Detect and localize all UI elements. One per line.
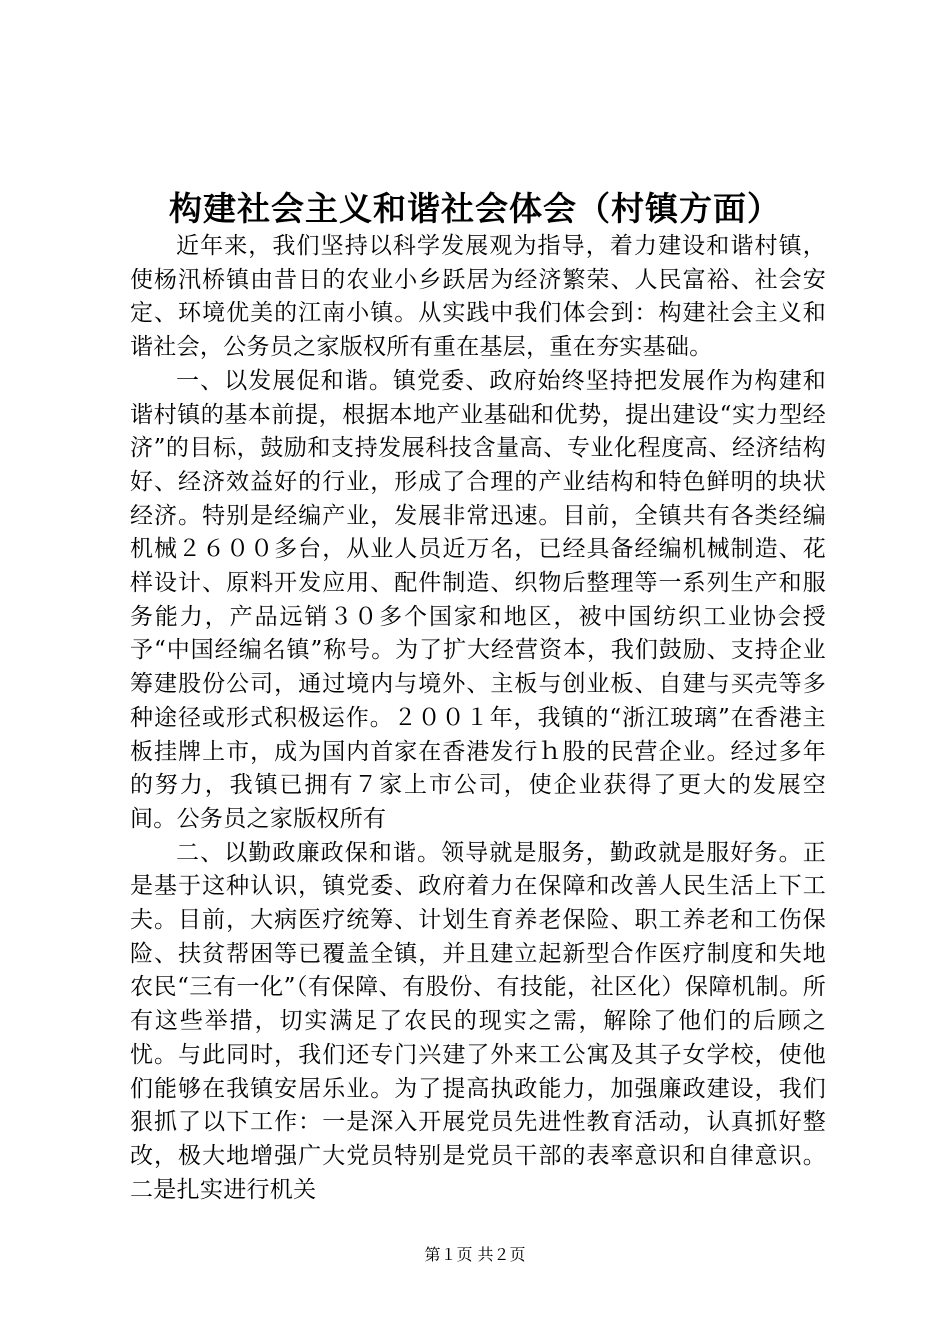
page-number-footer: 第１页 共２页 [424,1245,526,1264]
paragraph-development: 一、以发展促和谐。镇党委、政府始终坚持把发展作为构建和谐村镇的基本前提，根据本地产业基础和优势，提出建设“实力型经济”的目标，鼓励和支持发展科技含量高、专业化程度高、经济结构好、经济效益好的行业，形成了合理的产业结构和特色鲜明的块状经济。特别是经编产业，发展非常迅速。目前，全镇共有各类经编机械２６００多台，从业人员近万名，已经具备经编机械制造、花样设计、原料开发应用、配件制造、织物后整理等一系列生产和服务能力，产品远销３０多个国家和地区，被中国纺织工业协会授予“中国经编名镇”称号。为了扩大经营资本，我们鼓励、支持企业筹建股份公司，通过境内与境外、主板与创业板、自建与买壳等多种途径或形式积极运作。２００１年，我镇的“浙江玻璃”在香港主板挂牌上市，成为国内首家在香港发行ｈ股的民营企业。经过多年的努力，我镇已拥有７家上市公司，使企业获得了更大的发展空间。公务员之家版权所有 [130,367,826,832]
document-body [130,230,826,1207]
document-title: 构建社会主义和谐社会体会（村镇方面） [169,189,781,228]
paragraph-governance: 二、以勤政廉政保和谐。领导就是服务，勤政就是服好务。正是基于这种认识，镇党委、政府着力在保障和改善人民生活上下工夫。目前，大病医疗统筹、计划生育养老保险、职工养老和工伤保险、扶贫帮困等已覆盖全镇，并且建立起新型合作医疗制度和失地农民“三有一化”（有保障、有股份、有技能，社区化）保障机制。所有这些举措，切实满足了农民的现实之需，解除了他们的后顾之忧。与此同时，我们还专门兴建了外来工公寓及其子女学校，使他们能够在我镇安居乐业。为了提高执政能力，加强廉政建设，我们狠抓了以下工作：一是深入开展党员先进性教育活动，认真抓好整改，极大地增强广大党员特别是党员干部的表率意识和自律意识。二是扎实进行机关 [130,839,826,1203]
paragraph-intro: 近年来，我们坚持以科学发展观为指导，着力建设和谐村镇，使杨汛桥镇由昔日的农业小乡跃居为经济繁荣、人民富裕、社会安定、环境优美的江南小镇。从实践中我们体会到：构建社会主义和谐社会，公务员之家版权所有重在基层，重在夯实基础。 [130,233,826,361]
